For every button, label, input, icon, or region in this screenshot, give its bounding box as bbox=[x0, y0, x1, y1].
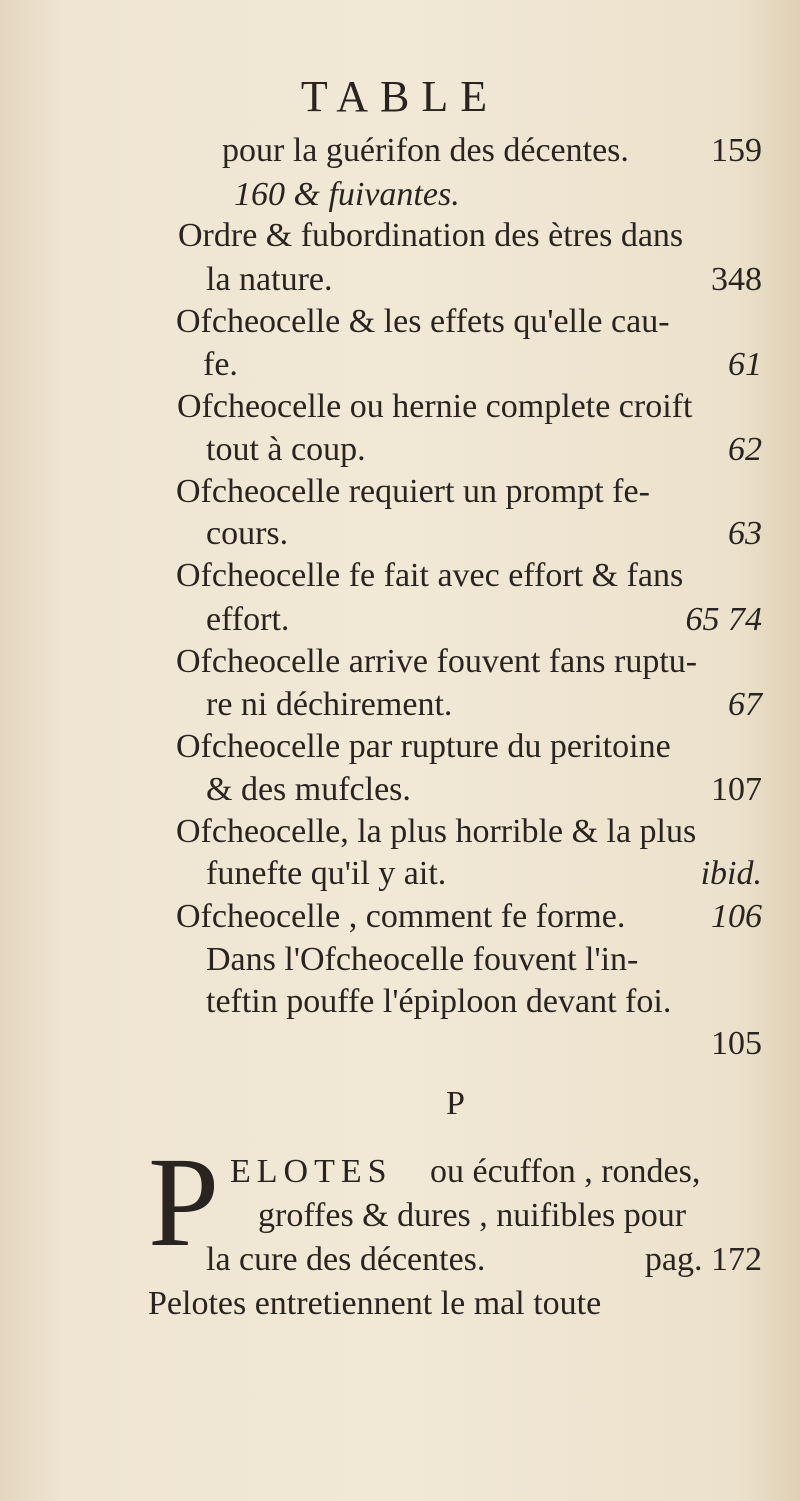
index-entry bbox=[0, 938, 800, 982]
entry-text: Ofcheocelle par rupture du peritoine bbox=[176, 728, 671, 765]
index-entry bbox=[0, 214, 800, 258]
entry-text: Ofcheocelle requiert un prompt fe- bbox=[176, 473, 650, 510]
entry-page: 105 bbox=[711, 1025, 762, 1062]
section-line bbox=[0, 1238, 800, 1282]
entry-text: Ofcheocelle , comment fe forme. bbox=[176, 898, 626, 935]
entry-text: Ofcheocelle ou hernie complete croift bbox=[177, 388, 693, 425]
entry-text: Ofcheocelle fe fait avec effort & fans bbox=[176, 557, 684, 594]
line-page: pag. 172 bbox=[644, 1241, 762, 1278]
index-entry bbox=[0, 895, 800, 939]
line-text: la cure des décentes. bbox=[206, 1241, 486, 1278]
index-entry bbox=[0, 428, 800, 472]
running-title: TABLE bbox=[300, 72, 500, 121]
entry-text: effort. bbox=[206, 601, 290, 638]
index-entry bbox=[0, 640, 800, 684]
entry-text: tout à coup. bbox=[206, 431, 366, 468]
entry-text: cours. bbox=[206, 515, 289, 552]
entry-text: funefte qu'il y ait. bbox=[206, 855, 447, 892]
index-entry bbox=[0, 810, 800, 854]
index-entry bbox=[0, 470, 800, 514]
index-entry bbox=[0, 300, 800, 344]
index-entry bbox=[0, 512, 800, 556]
entry-page: 159 bbox=[711, 132, 762, 169]
line-text: ou écuffon , rondes, bbox=[430, 1153, 701, 1190]
line-text: Pelotes entretiennent le mal toute bbox=[148, 1285, 602, 1322]
entry-text: la nature. bbox=[206, 261, 333, 298]
entry-page: 65 74 bbox=[685, 601, 762, 638]
line-text: groffes & dures , nuifibles pour bbox=[258, 1197, 687, 1234]
index-entry bbox=[0, 598, 800, 642]
index-entry bbox=[0, 129, 800, 173]
index-entry bbox=[0, 258, 800, 302]
index-entry bbox=[0, 852, 800, 896]
entry-text: & des mufcles. bbox=[206, 771, 411, 808]
entry-page: 106 bbox=[711, 898, 762, 935]
entry-text: Ordre & fubordination des ètres dans bbox=[178, 217, 684, 254]
entry-page: ibid. bbox=[700, 855, 762, 892]
index-entry bbox=[0, 980, 800, 1024]
index-entry bbox=[0, 173, 800, 217]
entry-text: re ni déchirement. bbox=[206, 686, 453, 723]
entry-text: pour la guérifon des décentes. bbox=[222, 132, 629, 169]
section-letter: P bbox=[446, 1085, 465, 1122]
entry-text: fe. bbox=[203, 346, 238, 383]
index-entry bbox=[0, 768, 800, 812]
index-entry bbox=[0, 725, 800, 769]
entry-text: Ofcheocelle & les effets qu'elle cau- bbox=[176, 303, 670, 340]
entry-page: 107 bbox=[711, 771, 762, 808]
index-entry bbox=[0, 385, 800, 429]
section-line bbox=[0, 1194, 800, 1238]
entry-text: Ofcheocelle, la plus horrible & la plus bbox=[176, 813, 697, 850]
index-entry bbox=[0, 343, 800, 387]
small-caps-word: ELOTES bbox=[230, 1153, 393, 1190]
entry-text: Dans l'Ofcheocelle fouvent l'in- bbox=[206, 941, 639, 978]
entry-page: 348 bbox=[711, 261, 762, 298]
entry-page: 67 bbox=[728, 686, 762, 723]
entry-text: teftin pouffe l'épiploon devant foi. bbox=[206, 983, 672, 1020]
section-heading bbox=[0, 1082, 800, 1126]
section-line bbox=[0, 1150, 800, 1194]
entry-text: Ofcheocelle arrive fouvent fans ruptu- bbox=[176, 643, 698, 680]
entry-text: 160 & fuivantes. bbox=[234, 176, 460, 213]
entry-page: 63 bbox=[728, 515, 762, 552]
drop-cap: P bbox=[148, 1131, 220, 1273]
entry-page: 62 bbox=[728, 431, 762, 468]
index-entry bbox=[0, 683, 800, 727]
entry-page: 61 bbox=[728, 346, 762, 383]
index-entry bbox=[0, 1022, 800, 1066]
section-line bbox=[0, 1282, 800, 1326]
index-entry bbox=[0, 554, 800, 598]
